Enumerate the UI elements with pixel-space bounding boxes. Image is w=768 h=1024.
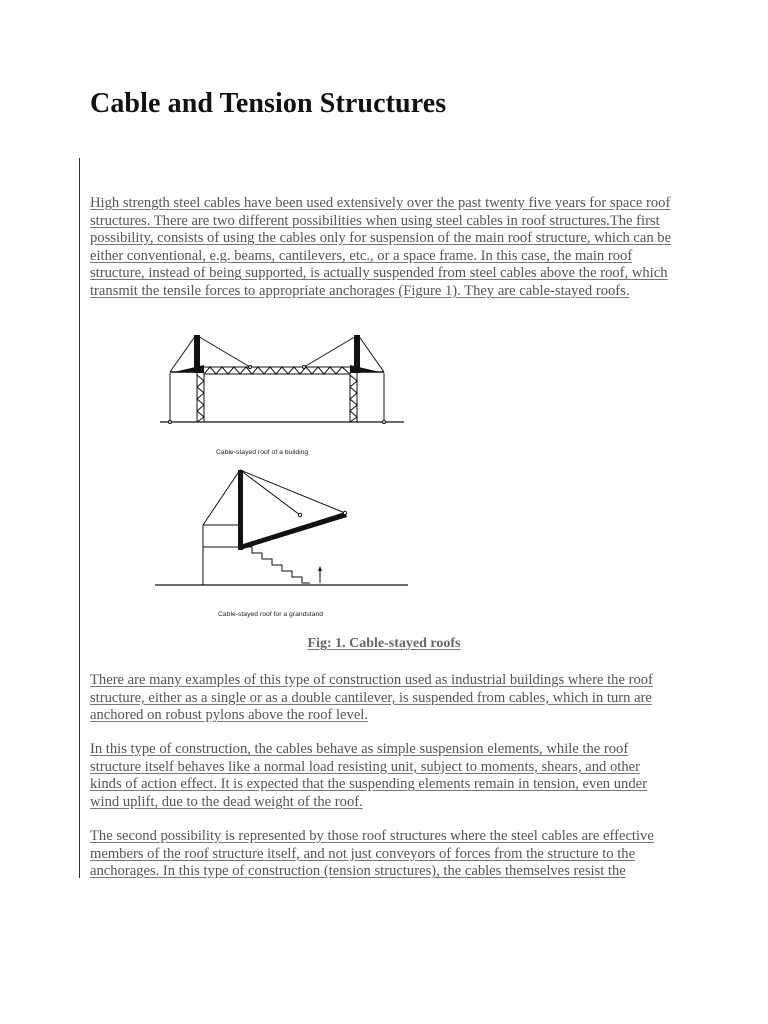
- figure-caption[interactable]: Fig: 1. Cable-stayed roofs: [307, 636, 461, 651]
- paragraph-intro[interactable]: High strength steel cables have been used extensively over the past twenty five years for space roof structures. There are two different possibilities when using steel cables in roof structures.The first possibility, consists of using the cables only for suspension of the main roof structure, which can be either conventional, e.g. beams, cantilevers, etc., or a space frame. In this case, the main roof structure, instead of being supported, is actually suspended from steel cables above the roof, which transmit the tensile forces to appropriate anchorages (Figure 1). They are cable-stayed roofs.: [90, 195, 672, 299]
- paragraph-suspension-behaviour[interactable]: In this type of construction, the cables behave as simple suspension elements, while the roof structure itself behaves like a normal load resisting unit, subject to moments, shears, and other kinds of action effect. It is expected that the suspending elements remain in tension, even under wind uplift, due to the dead weight of the roof.: [90, 741, 647, 810]
- paragraph-industrial-examples[interactable]: There are many examples of this type of construction used as industrial buildings where the roof structure, either as a single or as a double cantilever, is suspended from cables, which in turn are anchored on robust pylons above the roof level.: [90, 672, 653, 724]
- paragraph-tension-structures[interactable]: The second possibility is represented by those roof structures where the steel cables are effective members of the roof structure itself, and not just conveyors of forces from the structure to the anchorages. In this type of construction (tension structures), the cables themselves resist the: [90, 828, 654, 880]
- figure-cable-stayed-roofs: [150, 325, 415, 625]
- diagram-building: [160, 335, 404, 424]
- diagram-grandstand: [155, 470, 408, 585]
- figure-subcaption-grandstand: Cable-stayed roof for a grandstand: [218, 611, 324, 618]
- margin-rule: [79, 158, 80, 878]
- page-title: Cable and Tension Structures: [90, 88, 447, 119]
- figure-subcaption-building: Cable-stayed roof of a building: [216, 449, 309, 456]
